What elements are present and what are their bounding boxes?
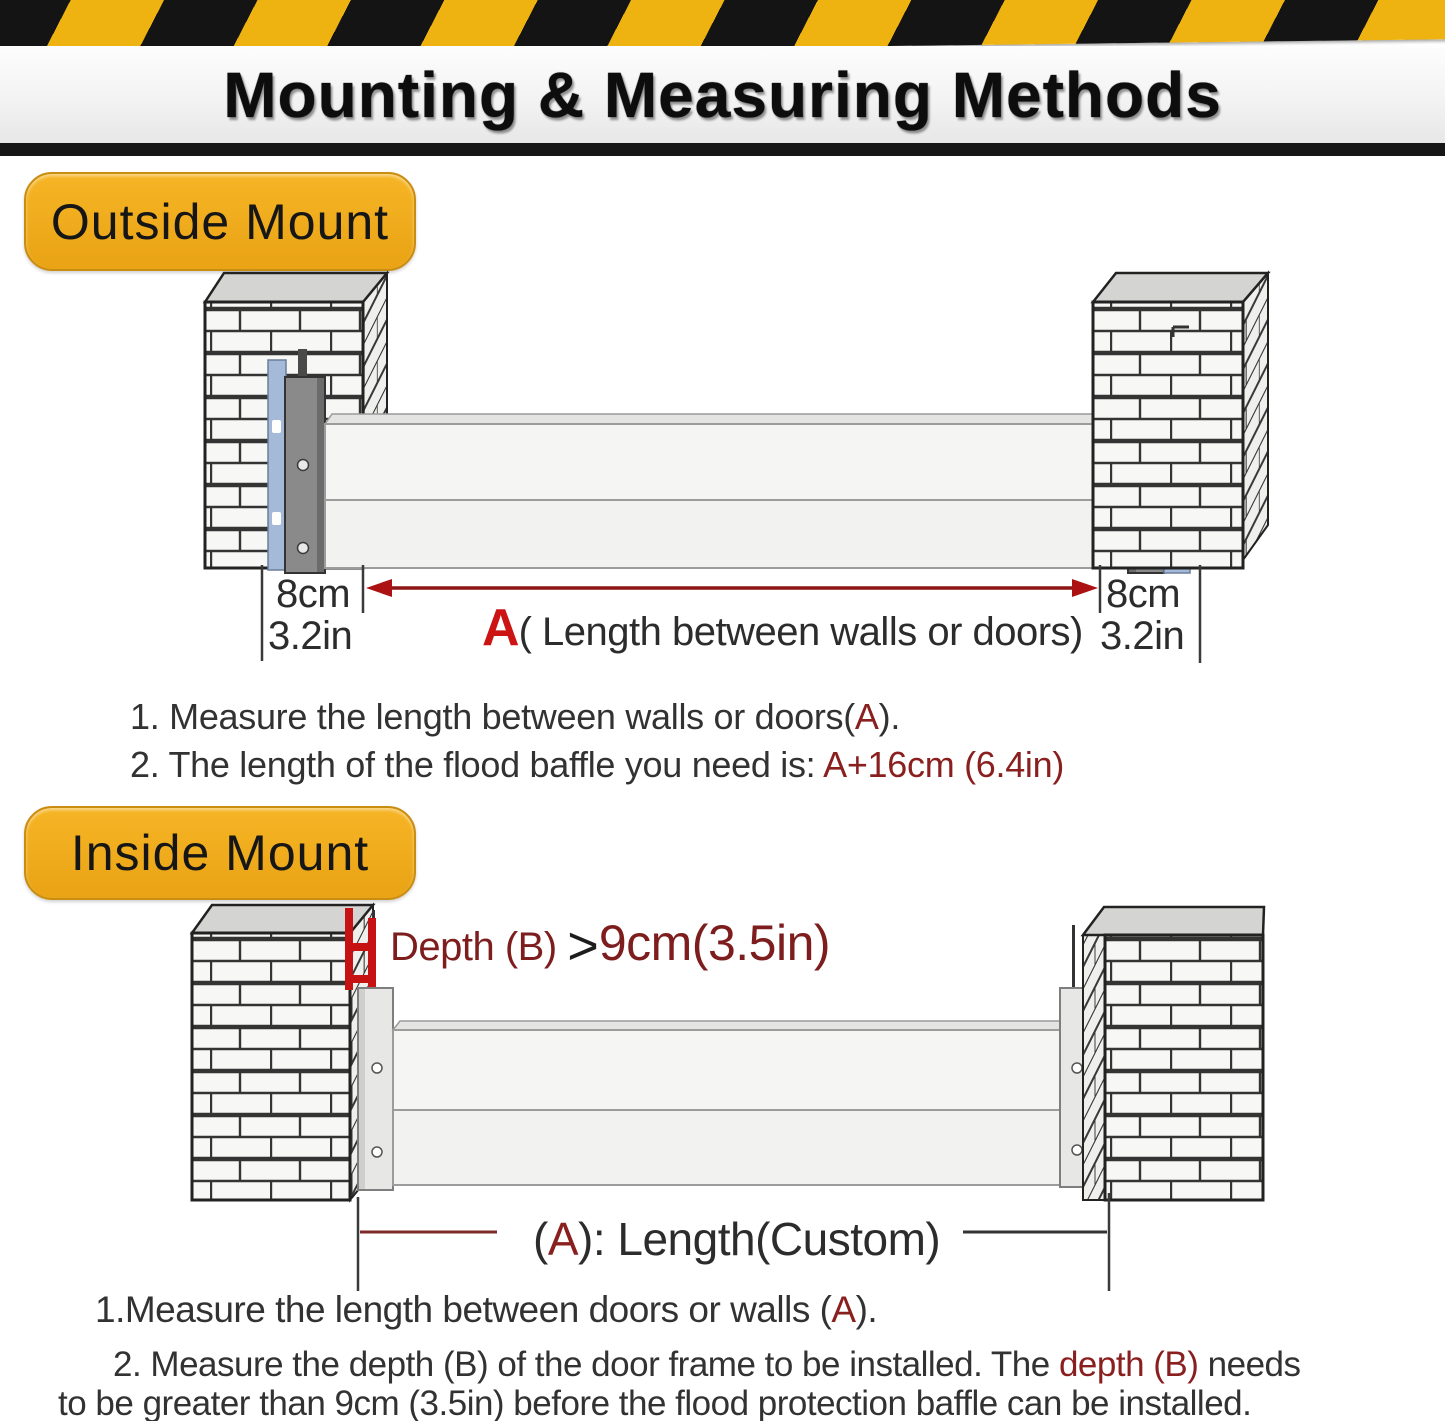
outside-barrier-panels [325,414,1139,568]
header-divider-bar [0,143,1445,156]
inside-left-bracket [358,988,393,1190]
outside-dim-left-cm: 8cm [276,572,351,616]
outside-arrow-caption-a: A [482,599,519,657]
title-band [0,46,1445,143]
inside-mount-badge-label: Inside Mount [70,825,370,881]
inside-barrier-panels [393,1021,1067,1185]
outside-dim-right-in: 3.2in [1100,614,1185,658]
inside-right-pillar [1083,907,1264,1200]
outside-step-2: 2. The length of the flood baffle you need is: A+16cm (6.4in) [130,744,1065,785]
outside-step-1: 1. Measure the length between walls or doors(A). [130,696,901,737]
greater-than-symbol: > [567,916,599,976]
inside-step-2-line-1: 2. Measure the depth (B) of the door frame to be installed. The depth (B) needs [113,1345,1301,1384]
inside-mount-badge [24,806,416,900]
outside-dim-left-in: 3.2in [268,614,353,658]
depth-caption [390,914,830,977]
outside-arrow-caption [482,598,1083,658]
outside-arrow-caption-rest: ( Length between walls or doors) [518,610,1083,654]
outside-mount-badge [24,172,416,271]
outside-right-pillar [1093,273,1268,568]
depth-caption-label: Depth (B) [390,925,568,969]
outside-length-arrow [366,579,1098,597]
page-title: Mounting & Measuring Methods [223,58,1222,131]
outside-dim-right-cm: 8cm [1106,572,1181,616]
outside-mount-badge-label: Outside Mount [50,193,390,250]
inside-step-2-line-2: to be greater than 9cm (3.5in) before the flood protection baffle can be installed. [58,1384,1252,1421]
depth-caption-value: 9cm(3.5in) [598,915,831,971]
outside-left-bracket [268,349,325,573]
inside-step-1: 1.Measure the length between doors or walls (A). [95,1289,878,1330]
inside-length-caption: (A): Length(Custom) [533,1213,941,1265]
